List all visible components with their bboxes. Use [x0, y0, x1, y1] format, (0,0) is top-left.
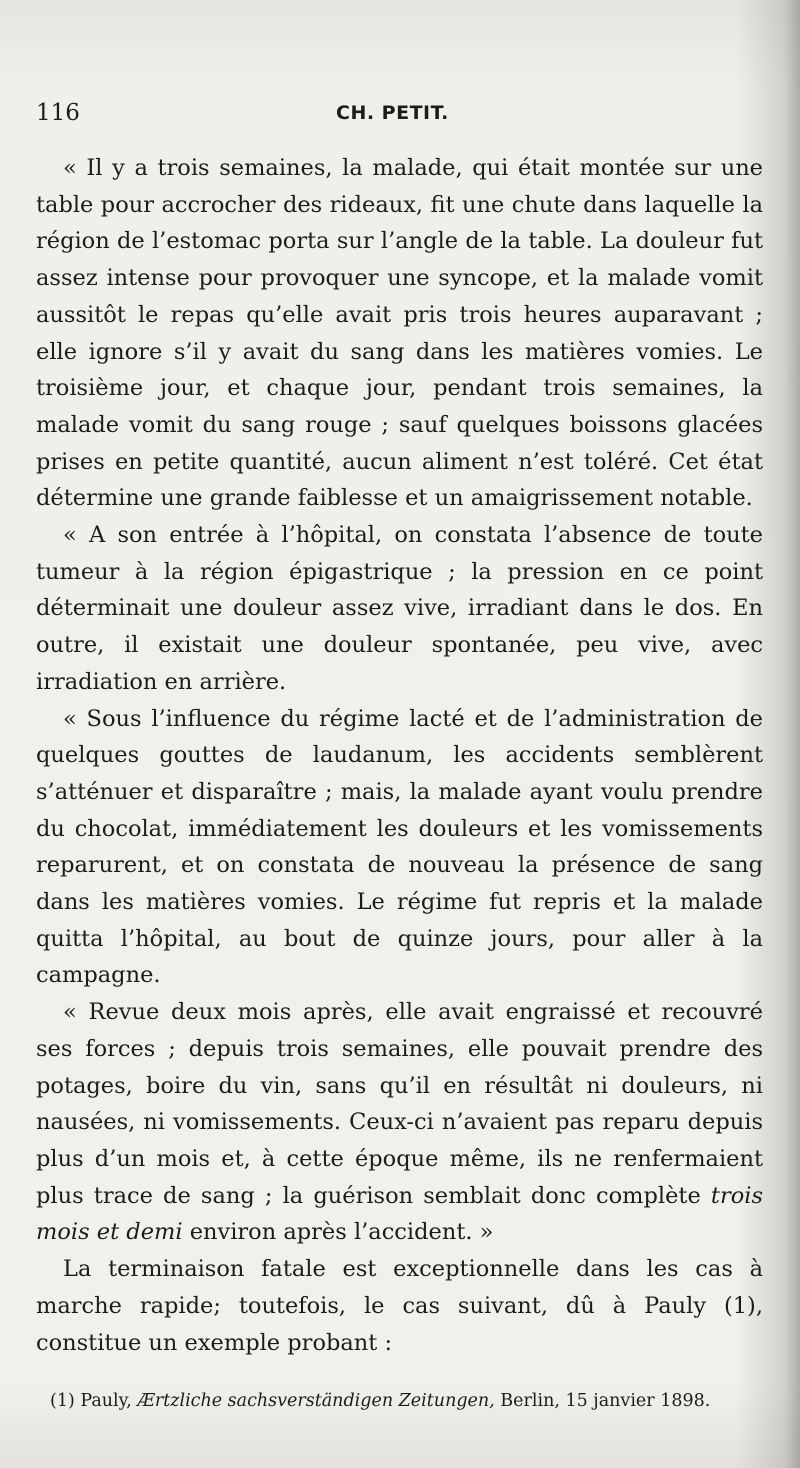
paragraph-3	[36, 701, 763, 995]
paragraph-text: « Revue deux mois après, elle avait engraissé et recouvré ses forces ; depuis trois semaines, elle pouvait prendre des potages, boire du vin, sans qu’il en résultât ni douleurs, ni nausées, ni vomissements. Ceux-ci n’avaient pas reparu depuis plus d’un mois et, à cette époque même, ils ne renfermaient plus trace de sang ; la guérison semblait donc complète	[36, 999, 763, 1209]
paragraph-text: La terminaison fatale est exceptionnelle dans les cas à marche rapide; toutefois, le cas suivant, dû à Pauly (1), constitue un exemple probant :	[36, 1256, 763, 1356]
footnote-title: Ærtzliche sachsverständigen Zeitungen,	[137, 1391, 495, 1411]
footnote-marker: (1) Pauly,	[50, 1391, 138, 1411]
paragraph-4	[36, 994, 763, 1251]
page-header	[36, 100, 756, 136]
paragraph-5	[36, 1251, 763, 1361]
paragraph-italic: trois mois et demi	[36, 1182, 763, 1246]
paragraph-text: « A son entrée à l’hôpital, on constata l’absence de toute tumeur à la région épigastrique ; la pression en ce point déterminait une douleur assez vive, irradiant dans le dos. En outre, il existait une douleur spontanée, peu vive, avec irradiation en arrière.	[36, 522, 763, 695]
footnote-text: Berlin, 15 janvier 1898.	[494, 1391, 711, 1411]
paragraph-text-end: environ après l’accident. »	[182, 1219, 494, 1246]
body-text	[36, 150, 763, 1361]
footnote	[36, 1390, 763, 1412]
page-number: 116	[36, 100, 80, 126]
paragraph-text: « Il y a trois semaines, la malade, qui était montée sur une table pour accrocher des rideaux, fit une chute dans laquelle la région de l’estomac porta sur l’angle de la table. La douleur fut assez intense pour provoquer une syncope, et la malade vomit aussitôt le repas qu’elle avait pris trois heures auparavant ; elle ignore s’il y avait du sang dans les matières vomies. Le troisième jour, et chaque jour, pendant trois semaines, la malade vomit du sang rouge ; sauf quelques boissons glacées prises en petite quantité, aucun aliment n’est toléré. Cet état détermine une grande faiblesse et un amaigrissement notable.	[36, 155, 763, 512]
paragraph-2	[36, 517, 763, 701]
paragraph-1	[36, 150, 763, 517]
running-head: CH. PETIT.	[336, 102, 449, 124]
paragraph-text: « Sous l’influence du régime lacté et de l’administration de quelques gouttes de laudanum, les accidents semblèrent s’atténuer et disparaître ; mais, la malade ayant voulu prendre du chocolat, immédiatement les douleurs et les vomissements reparurent, et on constata de nouveau la présence de sang dans les matières vomies. Le régime fut repris et la malade quitta l’hôpital, au bout de quinze jours, pour aller à la campagne.	[36, 705, 763, 989]
